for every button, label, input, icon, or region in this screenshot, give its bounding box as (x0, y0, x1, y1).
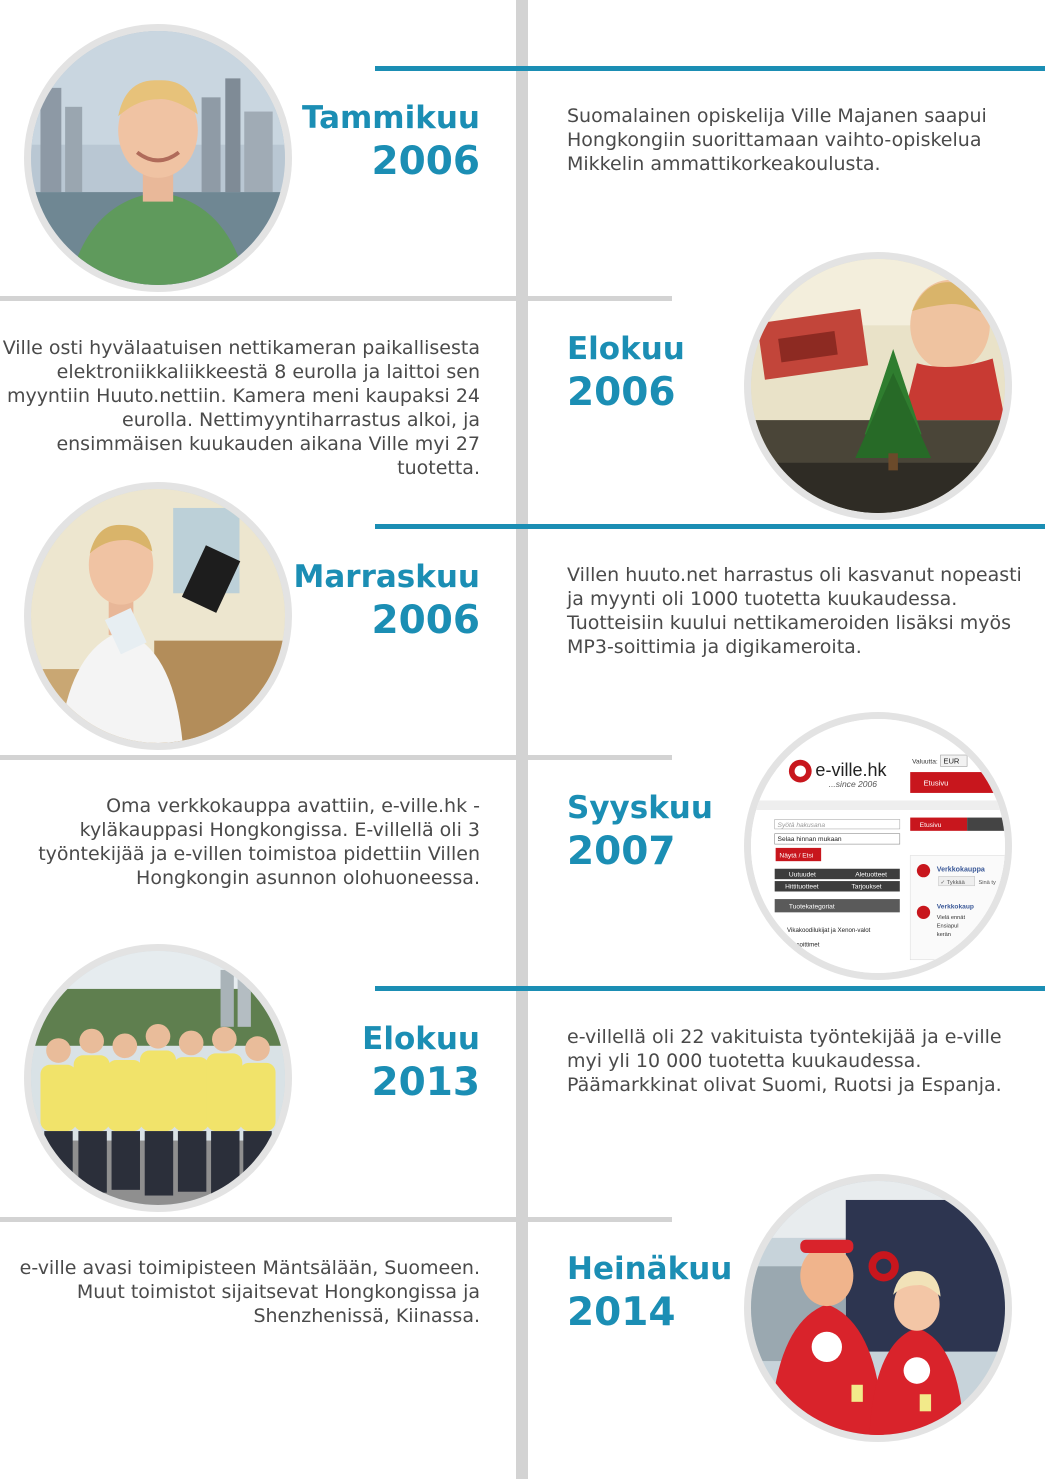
photo-webcam-sale-image (751, 259, 1005, 513)
event-text-1: Suomalainen opiskelija Ville Majanen saapui Hongkongiin suorittamaan vaihto-opiskelua Mikkelin ammattikorkeakoulusta. (567, 105, 987, 175)
photo-webshop-screenshot (744, 712, 1012, 980)
webshop-screenshot (751, 719, 1005, 973)
nav-home-label-2: Etusivu (919, 822, 942, 830)
photo-red-hoodies-image (751, 1181, 1005, 1435)
event-month: Tammikuu (301, 100, 480, 136)
event-month: Syyskuu (567, 790, 713, 826)
photo-webcam-sale (744, 252, 1012, 520)
event-text-2: Ville osti hyvälaatuisen nettikameran paikallisesta elektroniikkaliikkeestä 8 eurolla ja laittoi sen myyntiin Huuto.nettiin. Kamera meni kaupaksi 24 eurolla. Nettimyyntiharrastus alkoi, ja ensimmäisen kuukauden aikana Ville myi 27 tuotetta. (2, 337, 480, 479)
divider-3 (375, 524, 1045, 529)
fb-like-label: ✓ Tykkää (940, 879, 965, 886)
post-title[interactable]: Verkkokaup (936, 903, 974, 911)
event-year: 2013 (371, 1060, 480, 1105)
event-text-6: e-ville avasi toimipisteen Mäntsälään, Suomeen. Muut toimistot sijaitsevat Hongkongissa ja Shenzhenissä, Kiinassa. (19, 1257, 480, 1327)
tab-offers-label: Tarjoukset (851, 883, 882, 891)
event-text-5: e-villellä oli 22 vakituista työntekijää ja e-ville myi yli 10 000 tuotetta kuukaudessa. Päämarkkinat olivat Suomi, Ruotsi ja Espanja. (567, 1026, 1002, 1096)
divider-6 (0, 1217, 672, 1222)
fb-eville-icon (917, 864, 930, 877)
event-date-1 (180, 100, 480, 184)
nav-home-label: Etusivu (923, 778, 949, 788)
categories-title: Tuotekategoriat (788, 903, 835, 911)
post-line-2: Ensiapul (936, 923, 959, 930)
event-year: 2007 (567, 829, 676, 874)
timeline-spine (516, 0, 528, 1479)
shop-tagline: ...since 2006 (828, 779, 878, 790)
fb-page-title[interactable]: Verkkokauppa (936, 865, 985, 874)
event-month: Marraskuu (293, 559, 480, 595)
event-year: 2014 (567, 1290, 676, 1335)
divider-5 (375, 986, 1045, 991)
category-item-2[interactable]: soittimet (796, 941, 820, 949)
post-eville-icon (917, 906, 930, 919)
divider-4 (0, 755, 672, 760)
divider-2 (0, 296, 672, 301)
shop-logo: e-ville.hk (815, 759, 887, 780)
event-year: 2006 (567, 370, 676, 415)
event-month: Heinäkuu (567, 1251, 733, 1287)
post-line-3: kerän (936, 932, 951, 939)
event-month: Elokuu (362, 1021, 480, 1057)
search-button-label: Näytä / Etsi (779, 852, 814, 860)
post-line-1: Vielä ennät (936, 914, 966, 921)
tab-hits-label: Hittituotteet (785, 883, 819, 891)
search-placeholder: Syötä hakusana (777, 822, 826, 830)
fb-like-text: Sinä ty (978, 879, 996, 886)
tab-sale-label: Aletuotteet (855, 871, 887, 879)
tab-new-label: Uutuudet (788, 871, 816, 879)
event-text-3: Villen huuto.net harrastus oli kasvanut nopeasti ja myynti oli 1000 tuotetta kuukaudessa. Tuotteisiin kuului nettikameroiden lisäksi myös MP3-soittimia ja digikameroita. (567, 564, 1022, 658)
event-month: Elokuu (567, 331, 685, 367)
currency-value: EUR (943, 756, 960, 766)
category-item-1[interactable]: Vikakoodilukijat ja Xenon-valot (787, 927, 871, 935)
event-date-5 (180, 1021, 480, 1105)
photo-red-hoodies (744, 1174, 1012, 1442)
currency-label: Valuutta: (912, 758, 938, 766)
event-date-3 (180, 559, 480, 643)
event-year: 2006 (371, 139, 480, 184)
sort-label: Selaa hinnan mukaan (777, 836, 842, 844)
event-year: 2006 (371, 598, 480, 643)
event-text-4: Oma verkkokauppa avattiin, e-ville.hk - kyläkauppasi Hongkongissa. E-villellä oli 3 työntekijää ja e-villen toimistoa pidettiin Villen Hongkongin asunnon olohuoneessa. (38, 795, 480, 889)
divider-1 (375, 66, 1045, 71)
